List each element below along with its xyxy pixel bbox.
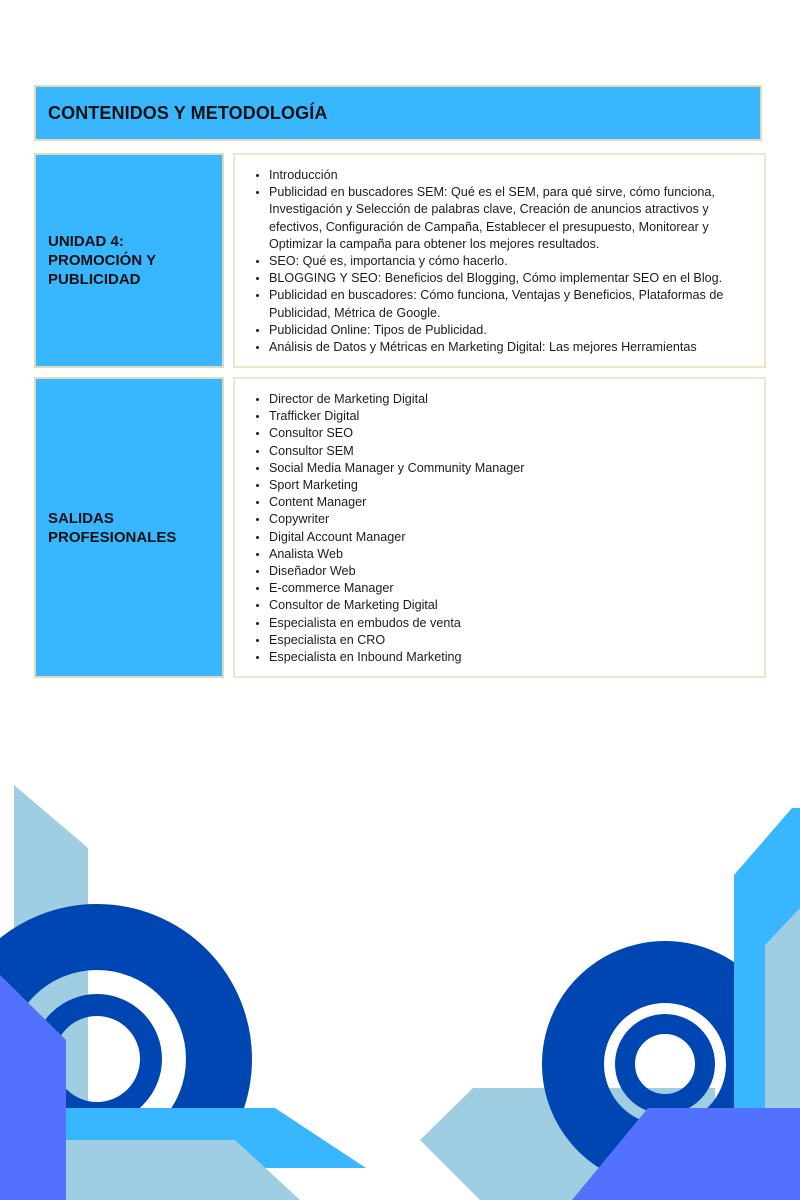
salidas-list bbox=[251, 391, 748, 666]
left-ring-inner bbox=[43, 1005, 151, 1113]
list-item: • Director de Marketing Digital bbox=[269, 391, 748, 408]
list-item: • Copywriter bbox=[269, 511, 748, 528]
left-cyan-plank bbox=[60, 1108, 366, 1168]
list-item: • Consultor SEO bbox=[269, 425, 748, 442]
right-light-plank bbox=[420, 1088, 715, 1200]
left-ring-outer bbox=[0, 937, 219, 1181]
right-periwinkle-shape bbox=[572, 1108, 800, 1200]
list-item: • Content Manager bbox=[269, 494, 748, 511]
list-item: • Digital Account Manager bbox=[269, 529, 748, 546]
list-item: • Publicidad Online: Tipos de Publicidad. bbox=[269, 322, 748, 339]
list-item: • BLOGGING Y SEO: Beneficios del Blogging, Cómo implementar SEO en el Blog. bbox=[269, 270, 748, 287]
left-light-band bbox=[14, 785, 88, 1200]
unit4-label: UNIDAD 4: PROMOCIÓN Y PUBLICIDAD bbox=[48, 233, 157, 288]
section-header bbox=[34, 85, 762, 141]
list-item: • Análisis de Datos y Métricas en Marketing Digital: Las mejores Herramientas bbox=[269, 339, 748, 356]
salidas-label: SALIDAS PROFESIONALES bbox=[48, 509, 177, 546]
unit4-content-box bbox=[233, 153, 766, 368]
list-item: • E-commerce Manager bbox=[269, 580, 748, 597]
list-item: • Especialista en CRO bbox=[269, 632, 748, 649]
list-item: • Publicidad en buscadores: Cómo funciona, Ventajas y Beneficios, Plataformas de Publicidad, Métrica de Google. bbox=[269, 287, 748, 321]
section-title: CONTENIDOS Y METODOLOGÍA bbox=[48, 102, 328, 123]
list-item: • Publicidad en buscadores SEM: Qué es el SEM, para qué sirve, cómo funciona, Investigación y Selección de palabras clave, Creación de anuncios atractivos y efectivos, Configuración de Campaña, Establecer el presupuesto, Monitorear y Optimizar la campaña para obtener los mejores resultados. bbox=[269, 184, 748, 253]
right-cyan-band bbox=[734, 808, 800, 1200]
list-item: • Especialista en embudos de venta bbox=[269, 615, 748, 632]
salidas-label-box bbox=[34, 377, 224, 678]
salidas-content-box bbox=[233, 377, 766, 678]
list-item: • Introducción bbox=[269, 167, 748, 184]
list-item: • Consultor SEM bbox=[269, 443, 748, 460]
list-item: • Sport Marketing bbox=[269, 477, 748, 494]
unit4-list bbox=[251, 167, 748, 356]
left-light-plank bbox=[60, 1140, 300, 1200]
right-light-band bbox=[765, 908, 800, 1200]
list-item: • Consultor de Marketing Digital bbox=[269, 597, 748, 614]
list-item: • SEO: Qué es, importancia y cómo hacerlo. bbox=[269, 253, 748, 270]
list-item: • Especialista en Inbound Marketing bbox=[269, 649, 748, 666]
unit4-label-box bbox=[34, 153, 224, 368]
left-periwinkle-shape bbox=[0, 975, 66, 1200]
list-item: • Social Media Manager y Community Manager bbox=[269, 460, 748, 477]
right-ring-outer bbox=[573, 972, 757, 1156]
list-item: • Analista Web bbox=[269, 546, 748, 563]
list-item: • Trafficker Digital bbox=[269, 408, 748, 425]
right-ring-inner bbox=[625, 1024, 705, 1104]
list-item: • Diseñador Web bbox=[269, 563, 748, 580]
